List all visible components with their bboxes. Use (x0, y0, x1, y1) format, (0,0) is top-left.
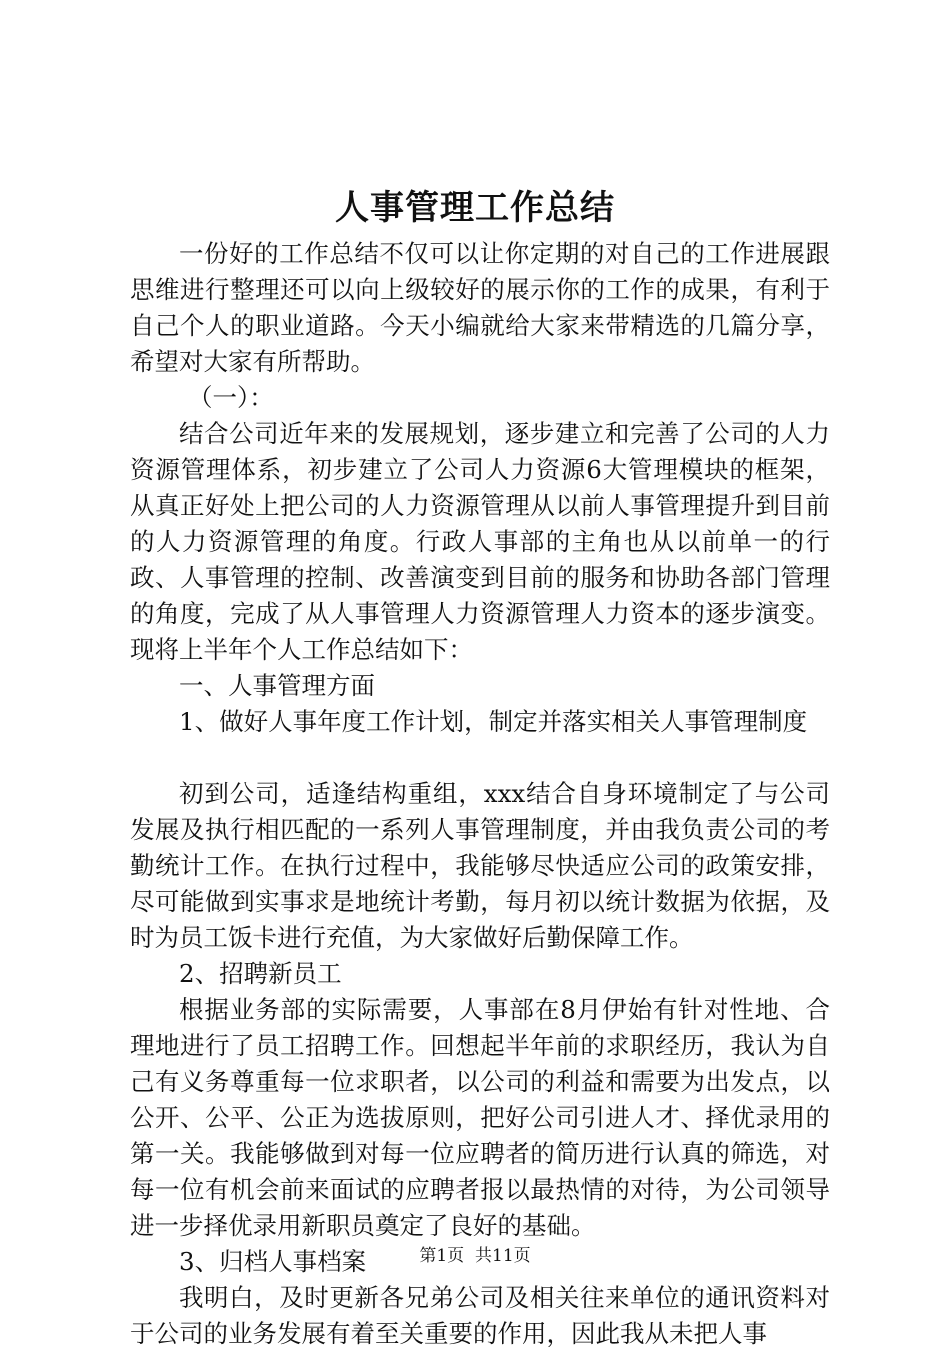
page-total: 共11页 (475, 1246, 531, 1266)
subsection-heading: 1、做好人事年度工作计划，制定并落实相关人事管理制度 (179, 707, 808, 736)
subsection-heading: 2、招聘新员工 (179, 959, 342, 988)
page-footer (0, 1244, 950, 1268)
intro-paragraph: 一份好的工作总结不仅可以让你定期的对自己的工作进展跟思维进行整理还可以向上级较好的展示你的工作的成果，有利于自己个人的职业道路。今天小编就给大家来带精选的几篇分享，希望对大家有所帮助。 (130, 239, 830, 376)
document-body (130, 236, 830, 1352)
section-marker: （一）： (188, 383, 274, 412)
page-number: 第1页 (419, 1246, 465, 1266)
body-paragraph: 我明白，及时更新各兄弟公司及相关往来单位的通讯资料对于公司的业务发展有着至关重要的作用，因此我从未把人事 (130, 1283, 830, 1348)
subsection-heading: 3、归档人事档案 (179, 1247, 367, 1276)
body-paragraph: 根据业务部的实际需要，人事部在8月伊始有针对性地、合理地进行了员工招聘工作。回想起半年前的求职经历，我认为自己有义务尊重每一位求职者，以公司的利益和需要为出发点，以公开、公平、公正为选拔原则，把好公司引进人才、择优录用的第一关。我能够做到对每一位应聘者的简历进行认真的筛选，对每一位有机会前来面试的应聘者报以最热情的对待，为公司领导进一步择优录用新职员奠定了良好的基础。 (130, 995, 830, 1240)
section-heading: 一、人事管理方面 (179, 671, 375, 700)
document-title: 人事管理工作总结 (335, 188, 615, 228)
body-paragraph: 结合公司近年来的发展规划，逐步建立和完善了公司的人力资源管理体系，初步建立了公司人力资源6大管理模块的框架，从真正好处上把公司的人力资源管理从以前人事管理提升到目前的人力资源管理的角度。行政人事部的主角也从以前单一的行政、人事管理的控制、改善演变到目前的服务和协助各部门管理的角度，完成了从人事管理人力资源管理人力资本的逐步演变。现将上半年个人工作总结如下： (130, 419, 830, 664)
body-paragraph: 初到公司，适逢结构重组，xxx结合自身环境制定了与公司发展及执行相匹配的一系列人事管理制度，并由我负责公司的考勤统计工作。在执行过程中，我能够尽快适应公司的政策安排，尽可能做到实事求是地统计考勤，每月初以统计数据为依据，及时为员工饭卡进行充值，为大家做好后勤保障工作。 (130, 779, 830, 952)
